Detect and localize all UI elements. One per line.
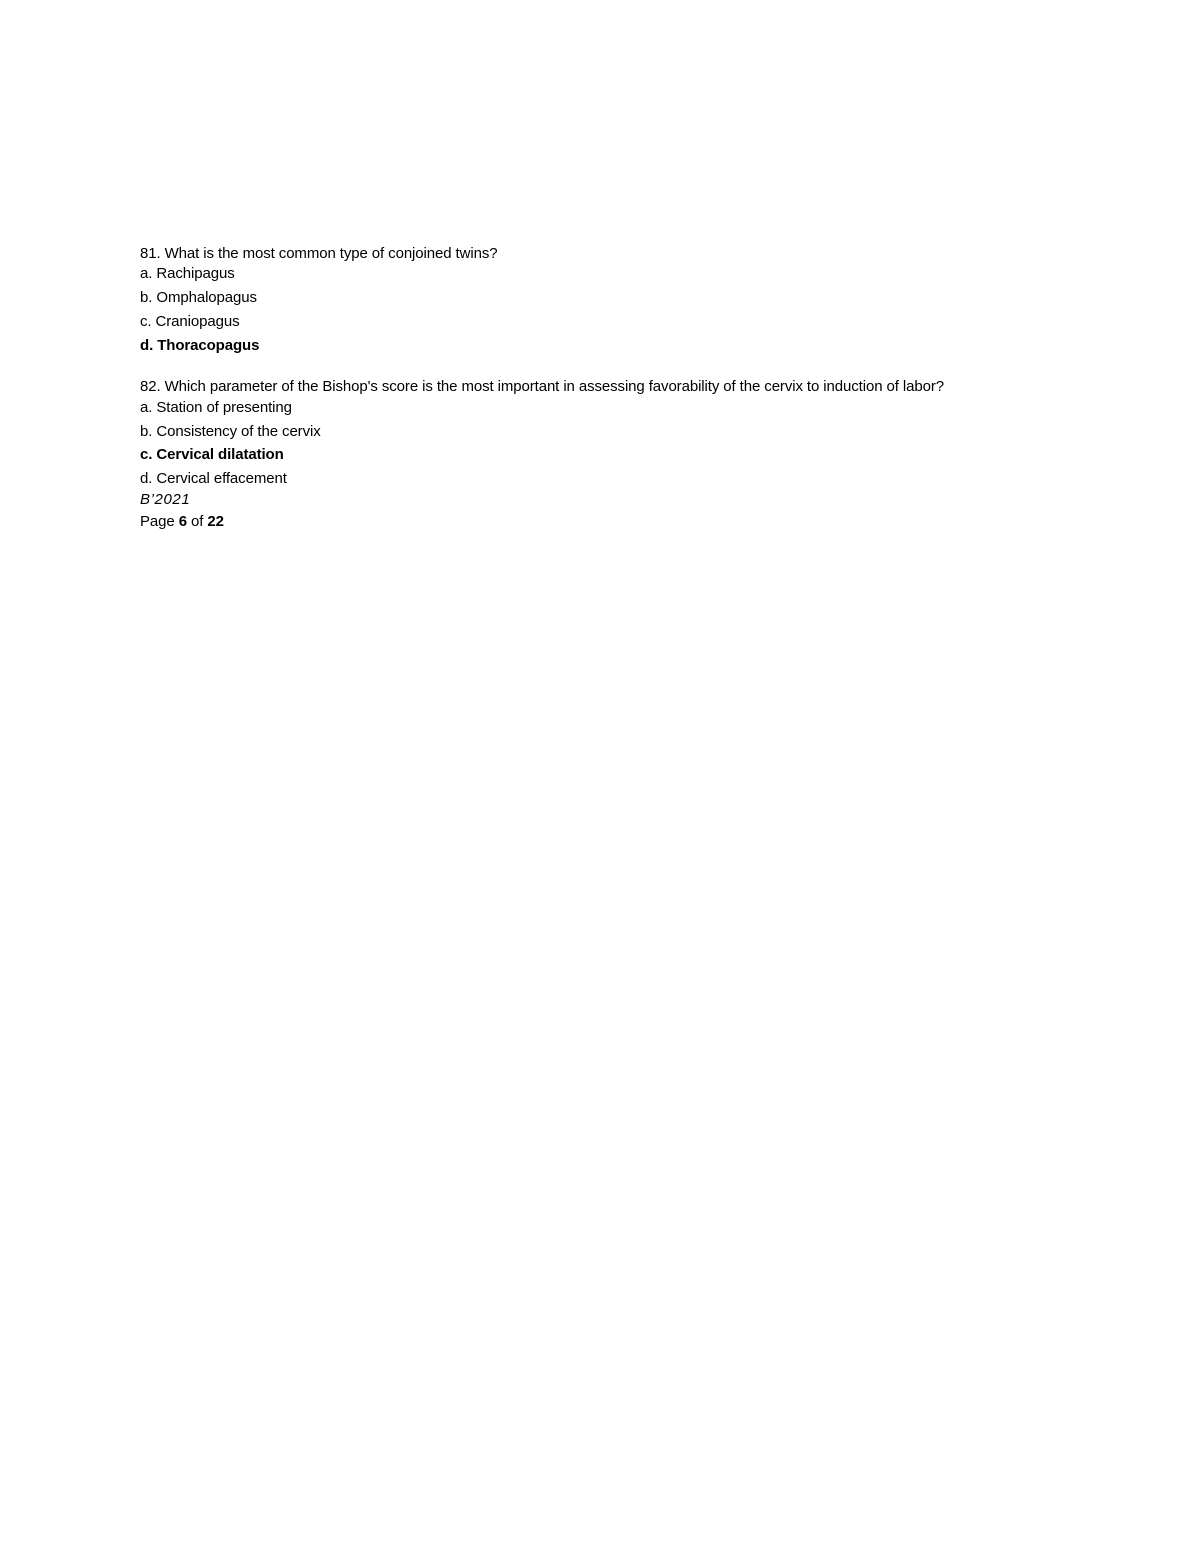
question-82-option-b: b. Consistency of the cervix (140, 423, 321, 440)
page-of: of (186, 513, 208, 530)
question-82-option-a: a. Station of presenting (140, 399, 292, 416)
question-81-option-d-answer: d. Thoracopagus (140, 337, 260, 354)
question-82-option-c-answer: c. Cervical dilatation (140, 446, 284, 463)
page-number (140, 513, 224, 531)
page-prefix: Page (140, 513, 179, 530)
question-81-option-a: a. Rachipagus (140, 265, 235, 282)
question-81-option-b: b. Omphalopagus (140, 289, 257, 306)
question-81-text: 81. What is the most common type of conjoined twins? (140, 245, 498, 262)
question-82-option-d: d. Cervical effacement (140, 470, 287, 487)
footer-code: B’2021 (140, 491, 191, 508)
page-total: 22 (207, 513, 224, 530)
question-81-option-c: c. Craniopagus (140, 313, 240, 330)
page-current: 6 (178, 513, 187, 530)
question-82-text: 82. Which parameter of the Bishop's score is the most important in assessing favorability of the cervix to induction of labor? (140, 378, 944, 395)
